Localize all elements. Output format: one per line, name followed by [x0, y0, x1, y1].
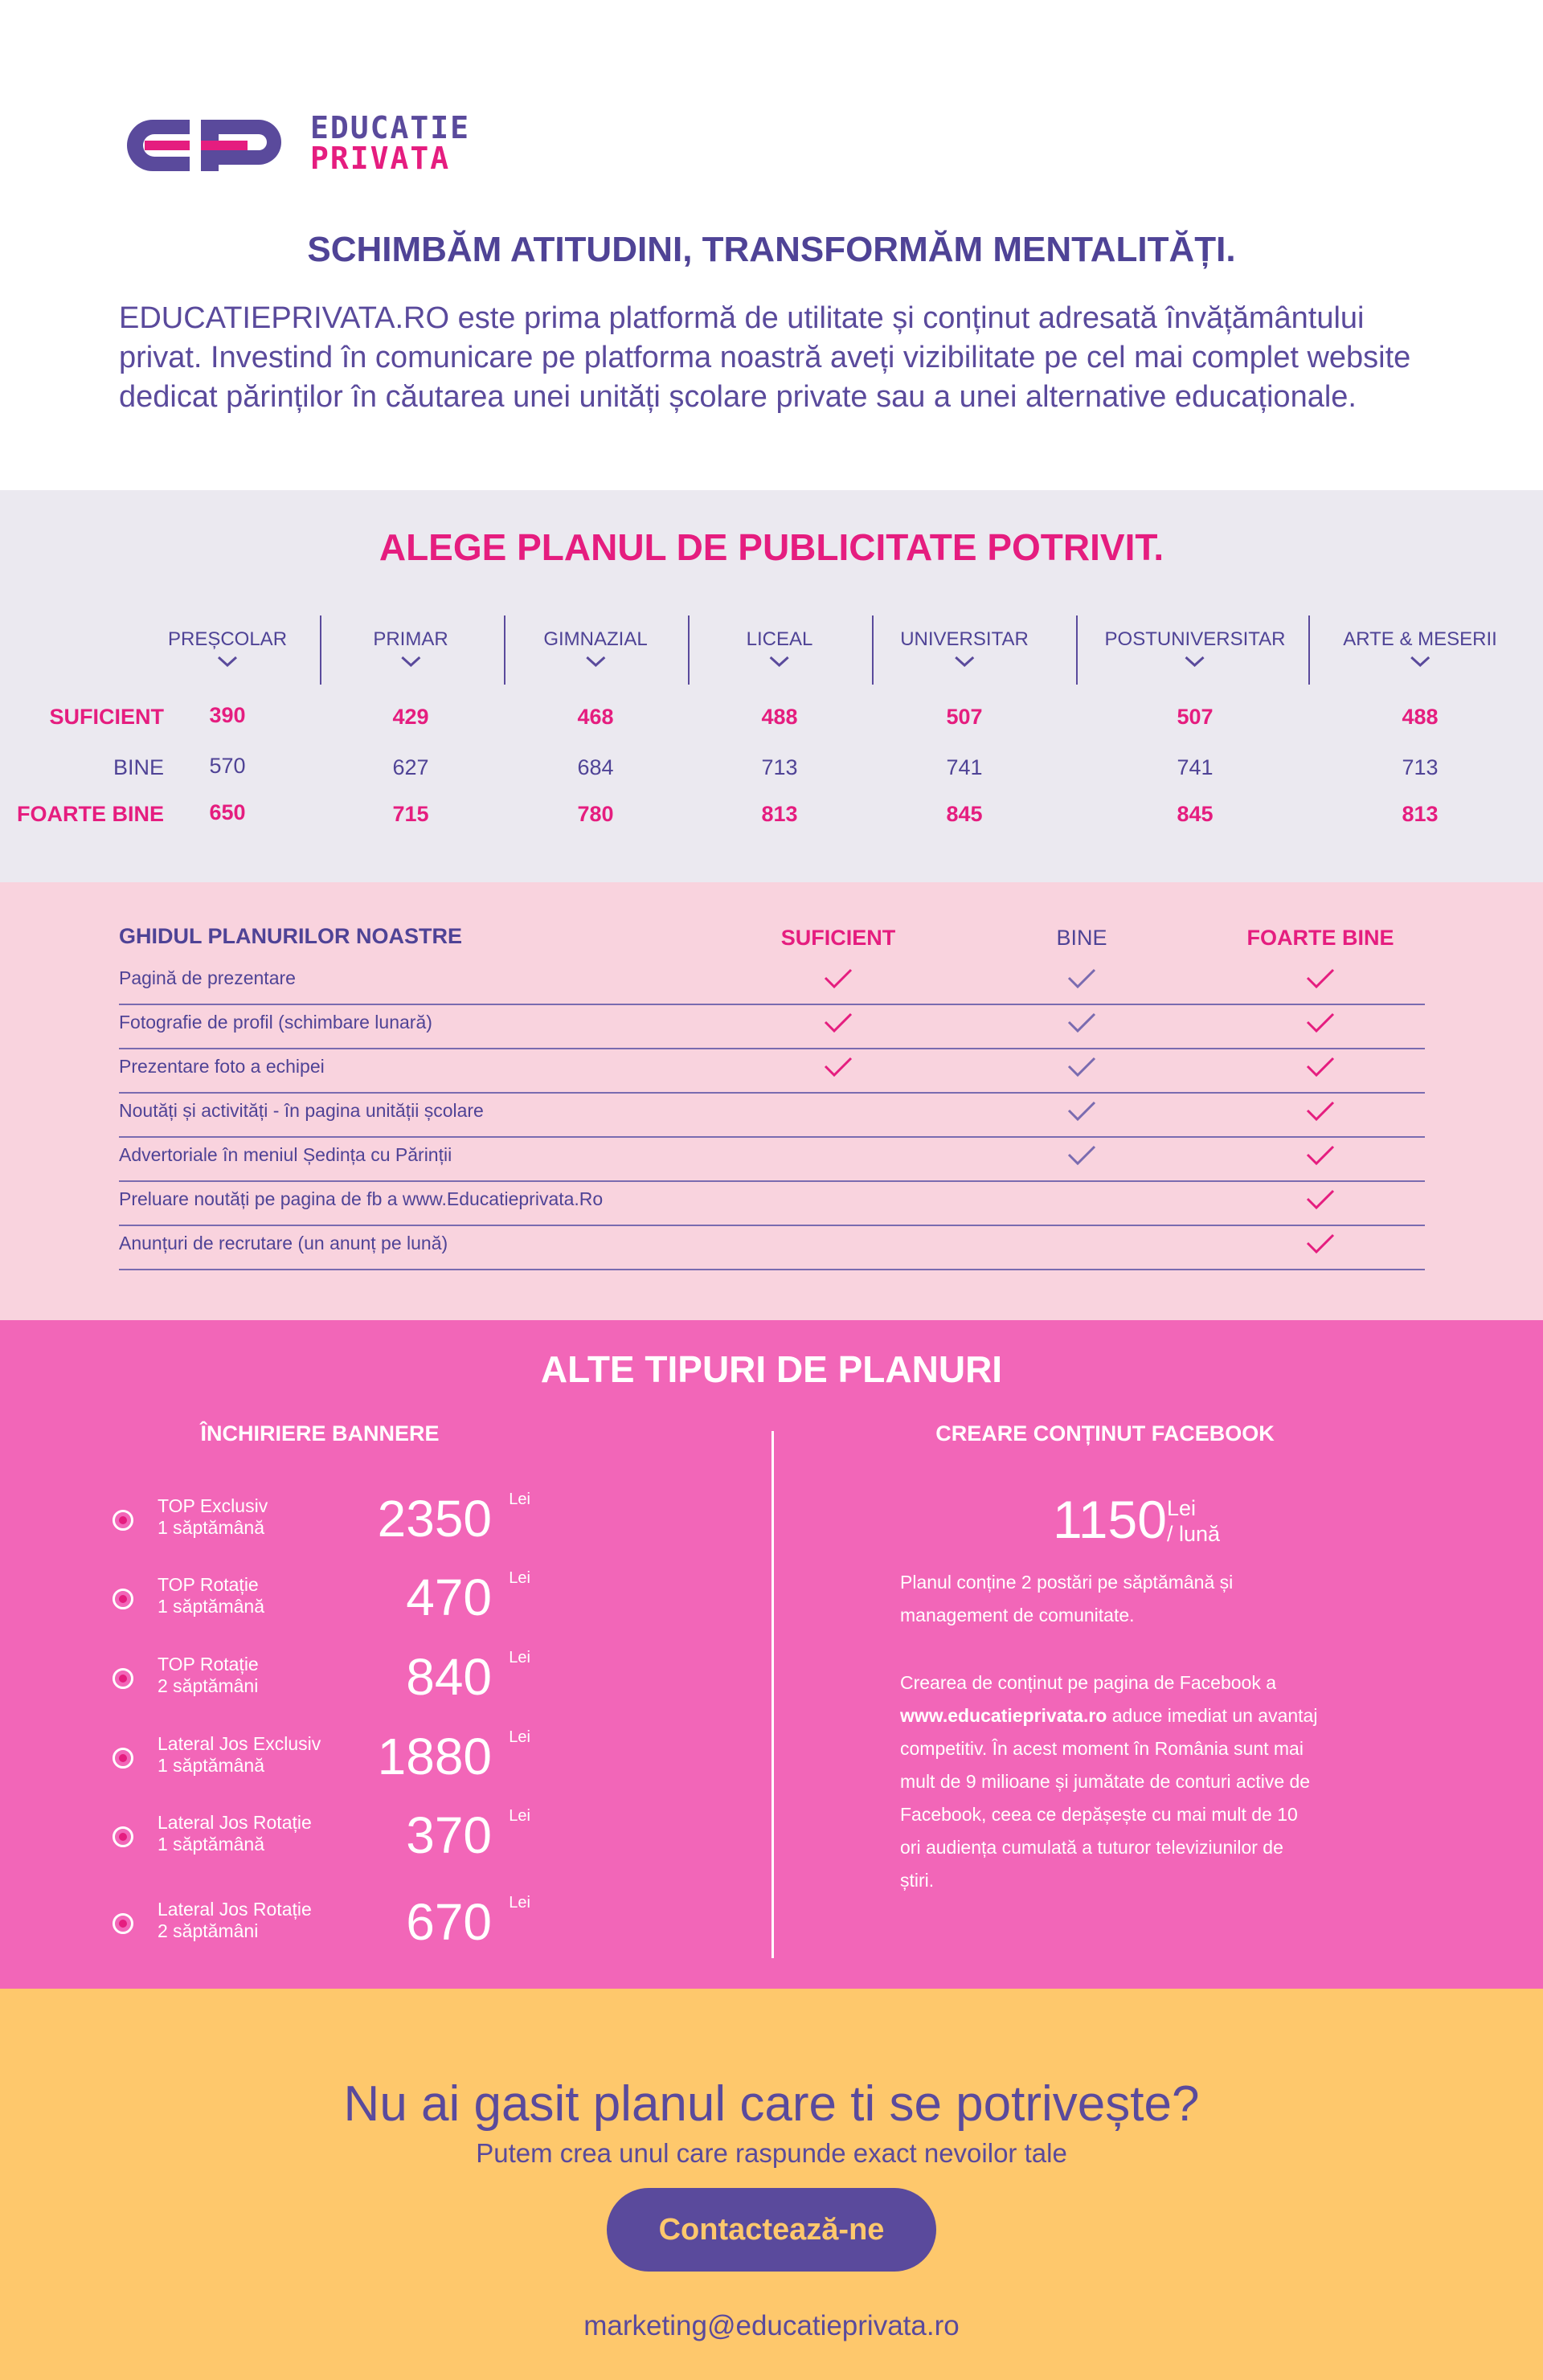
banner-name-block	[158, 1812, 312, 1855]
banner-price: 670	[406, 1893, 492, 1951]
slogan-heading: SCHIMBĂM ATITUDINI, TRANSFORMĂM MENTALITĂȚI.	[307, 230, 1236, 269]
price-cell: 713	[761, 755, 798, 779]
column-header[interactable]	[543, 628, 647, 667]
pricing-title: ALEGE PLANUL DE PUBLICITATE POTRIVIT.	[379, 526, 1164, 568]
banner-option[interactable]	[113, 1648, 530, 1726]
facebook-currency: Lei	[1167, 1496, 1197, 1520]
column-header-label: ARTE & MESERII	[1343, 628, 1497, 650]
facebook-p2-b: aduce imediat un avantaj competitiv. În acest moment în România sunt mai mult de 9 milioane și jumătate de conturi active de Facebook, ceea ce depășește cu mai mult de 10 ori audiența cumulată a tuturor televiziunilor de știri.	[900, 1705, 1318, 1891]
facebook-per-month: / lună	[1167, 1522, 1221, 1546]
banner-currency: Lei	[509, 1894, 530, 1912]
column-header-label: UNIVERSITAR	[900, 628, 1029, 650]
radio-button[interactable]	[113, 1748, 133, 1769]
price-cell: 468	[577, 705, 614, 729]
banner-name: Lateral Jos Rotație	[158, 1899, 312, 1920]
feature-label: Fotografie de profil (schimbare lunară)	[119, 1012, 432, 1033]
feature-row	[119, 959, 1425, 1005]
banner-duration: 1 săptămână	[158, 1596, 264, 1617]
vertical-divider	[772, 1431, 774, 1958]
banner-name: TOP Rotație	[158, 1654, 259, 1675]
banner-price: 370	[406, 1806, 492, 1864]
logo-mark-icon	[117, 117, 296, 174]
plan-head-foarte-bine: FOARTE BINE	[1246, 926, 1394, 950]
column-header-label: LICEAL	[746, 628, 813, 650]
feature-label: Pagină de prezentare	[119, 967, 296, 988]
chevron-down-icon	[1410, 656, 1430, 667]
column-header[interactable]	[1105, 628, 1286, 667]
feature-label: Anunțuri de recrutare (un anunț pe lună)	[119, 1233, 448, 1253]
facebook-description-2	[900, 1666, 1318, 1897]
other-plans-section	[0, 1320, 1543, 1989]
radio-button[interactable]	[113, 1913, 133, 1934]
checkmark-icon	[1066, 1056, 1097, 1078]
price-cell: 780	[577, 802, 614, 826]
intro-paragraph: EDUCATIEPRIVATA.RO este prima platformă de utilitate și conținut adresată învățământului privat. Investind în comunicare pe platforma noastră aveți vizibilitate pe cel mai complet website dedicat părinților în căutarea unei unități școlare private sau a unei alternative educaționale.	[119, 301, 1411, 414]
banner-currency: Lei	[509, 1728, 530, 1746]
price-cell: 390	[209, 703, 246, 727]
price-cell: 684	[577, 755, 614, 779]
banner-price: 1880	[377, 1728, 492, 1785]
feature-row	[119, 1048, 1425, 1094]
banner-option[interactable]	[113, 1490, 530, 1568]
feature-label: Advertoriale în meniul Ședința cu Părinții	[119, 1144, 452, 1165]
feature-row	[119, 1092, 1425, 1138]
header-section	[0, 0, 1543, 490]
pricing-grid-section	[0, 490, 1543, 882]
column-header[interactable]	[373, 628, 448, 667]
plan-head-suficient: SUFICIENT	[780, 926, 896, 950]
chevron-down-icon	[769, 656, 790, 667]
column-separator	[872, 615, 874, 685]
contact-button[interactable]: Contactează-ne	[607, 2188, 936, 2272]
radio-button[interactable]	[113, 1510, 133, 1531]
banner-price: 840	[406, 1648, 492, 1706]
row-label: FOARTE BINE	[16, 802, 164, 826]
feature-row	[119, 1004, 1425, 1049]
banner-duration: 1 săptămână	[158, 1834, 264, 1855]
other-plans-title: ALTE TIPURI DE PLANURI	[540, 1348, 1003, 1390]
banner-option[interactable]	[113, 1728, 530, 1805]
price-cell: 650	[209, 800, 246, 824]
price-cell: 741	[946, 755, 983, 779]
banner-name-block	[158, 1899, 312, 1942]
column-header-label: POSTUNIVERSITAR	[1104, 628, 1286, 650]
price-cell: 627	[392, 755, 429, 779]
facebook-title: CREARE CONȚINUT FACEBOOK	[935, 1421, 1275, 1446]
price-cell: 845	[1177, 802, 1214, 826]
banner-currency: Lei	[509, 1649, 530, 1666]
banner-duration: 1 săptămână	[158, 1517, 264, 1538]
price-cell: 429	[392, 705, 429, 729]
checkmark-icon	[1305, 1100, 1336, 1123]
banner-name: Lateral Jos Exclusiv	[158, 1733, 321, 1754]
banner-name: Lateral Jos Rotație	[158, 1812, 312, 1833]
feature-row	[119, 1180, 1425, 1226]
checkmark-icon	[1066, 1100, 1097, 1123]
logo-text	[310, 112, 470, 174]
price-cell: 488	[1402, 705, 1439, 729]
column-separator	[688, 615, 690, 685]
price-cell: 570	[209, 754, 246, 778]
feature-row	[119, 1136, 1425, 1182]
plan-head-bine: BINE	[1056, 926, 1107, 950]
facebook-description-1: Planul conține 2 postări pe săptămână și management de comunitate.	[900, 1572, 1234, 1626]
chevron-down-icon	[585, 656, 606, 667]
chevron-down-icon	[217, 656, 238, 667]
checkmark-icon	[1066, 1012, 1097, 1034]
banner-currency: Lei	[509, 1807, 530, 1825]
price-cell: 488	[761, 705, 798, 729]
checkmark-icon	[1305, 1056, 1336, 1078]
radio-button[interactable]	[113, 1589, 133, 1609]
facebook-p2-a: Crearea de conținut pe pagina de Facebook a	[900, 1672, 1276, 1693]
price-cell: 507	[1177, 705, 1214, 729]
checkmark-icon	[1066, 967, 1097, 990]
column-separator	[504, 615, 505, 685]
features-section	[0, 882, 1543, 1320]
column-header-label: PREȘCOLAR	[167, 628, 288, 650]
checkmark-icon	[1066, 1144, 1097, 1167]
column-header[interactable]	[1343, 628, 1497, 667]
feature-label: Noutăți și activități - în pagina unității școlare	[119, 1100, 484, 1121]
cta-subheading: Putem crea unul care raspunde exact nevoilor tale	[476, 2138, 1067, 2168]
price-cell: 507	[946, 705, 983, 729]
radio-button[interactable]	[113, 1668, 133, 1689]
column-separator	[1308, 615, 1310, 685]
banner-name-block	[158, 1733, 321, 1777]
banner-name-block	[158, 1495, 268, 1539]
feature-row	[119, 1225, 1425, 1270]
column-header[interactable]	[747, 628, 813, 667]
facebook-price: 1150	[1053, 1490, 1167, 1549]
price-cell: 741	[1177, 755, 1214, 779]
banner-name-block	[158, 1574, 264, 1617]
feature-label: Preluare noutăți pe pagina de fb a www.Educatieprivata.Ro	[119, 1188, 604, 1209]
row-label: SUFICIENT	[49, 705, 164, 729]
contact-email-link[interactable]: marketing@educatieprivata.ro	[583, 2310, 960, 2341]
banner-currency: Lei	[509, 1569, 530, 1587]
banner-price: 470	[406, 1568, 492, 1626]
cta-heading: Nu ai gasit planul care ti se potrivește?	[343, 2076, 1200, 2132]
checkmark-icon	[1305, 1144, 1336, 1167]
column-header-label: PRIMAR	[373, 628, 448, 650]
price-cell: 713	[1402, 755, 1439, 779]
banners-title: ÎNCHIRIERE BANNERE	[200, 1421, 440, 1446]
checkmark-icon	[1305, 1012, 1336, 1034]
logo-line1: EDUCATIE	[310, 110, 471, 145]
checkmark-icon	[1305, 1233, 1336, 1255]
row-label: BINE	[113, 755, 164, 779]
column-header-label: GIMNAZIAL	[543, 628, 648, 650]
features-title: GHIDUL PLANURILOR NOASTRE	[119, 924, 463, 948]
chevron-down-icon	[1185, 656, 1205, 667]
facebook-unit	[1167, 1495, 1220, 1547]
banner-price: 2350	[377, 1490, 492, 1548]
radio-button[interactable]	[113, 1826, 133, 1847]
price-cell: 845	[946, 802, 983, 826]
column-separator	[320, 615, 321, 685]
price-cell: 813	[761, 802, 798, 826]
cta-section	[0, 1989, 1543, 2380]
banner-name-block	[158, 1654, 259, 1697]
column-header[interactable]	[168, 628, 287, 667]
banner-duration: 1 săptămână	[158, 1755, 264, 1776]
chevron-down-icon	[954, 656, 975, 667]
checkmark-icon	[823, 967, 853, 990]
banner-duration: 2 săptămâni	[158, 1920, 259, 1941]
price-cell: 715	[392, 802, 429, 826]
banner-option[interactable]	[113, 1568, 530, 1646]
checkmark-icon	[823, 1012, 853, 1034]
column-header[interactable]	[900, 628, 1029, 667]
price-cell: 813	[1402, 802, 1439, 826]
banner-currency: Lei	[509, 1491, 530, 1508]
checkmark-icon	[1305, 967, 1336, 990]
banner-name: TOP Rotație	[158, 1574, 259, 1595]
chevron-down-icon	[400, 656, 421, 667]
banner-name: TOP Exclusiv	[158, 1495, 268, 1516]
column-separator	[1076, 615, 1078, 685]
feature-label: Prezentare foto a echipei	[119, 1056, 325, 1077]
banner-option[interactable]	[113, 1893, 530, 1971]
checkmark-icon	[823, 1056, 853, 1078]
banner-option[interactable]	[113, 1806, 530, 1884]
facebook-site-link[interactable]: www.educatieprivata.ro	[900, 1705, 1107, 1726]
logo-line2: PRIVATA	[310, 141, 451, 176]
checkmark-icon	[1305, 1188, 1336, 1211]
banner-duration: 2 săptămâni	[158, 1675, 259, 1696]
